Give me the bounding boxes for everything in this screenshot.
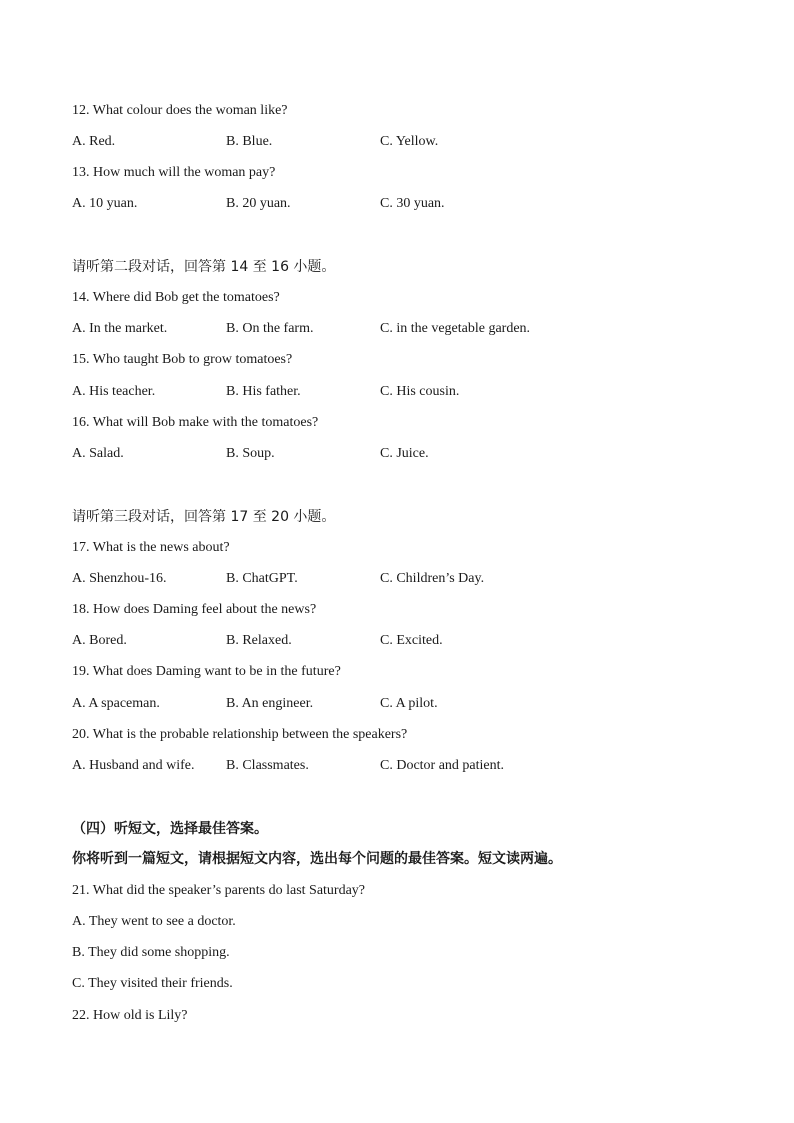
question-15: 15. Who taught Bob to grow tomatoes? (72, 352, 293, 367)
option-c: C. A pilot. (380, 696, 438, 711)
options-15 (72, 383, 732, 401)
option-c: C. Yellow. (380, 134, 439, 149)
part-4-instructions: 你将听到一篇短文，请根据短文内容，选出每个问题的最佳答案。短文读两遍。 (72, 851, 562, 867)
option-a: A. 10 yuan. (72, 196, 138, 211)
option-b: B. Soup. (226, 446, 275, 461)
section-2-heading: 请听第二段对话，回答第 14 至 16 小题。 (72, 259, 336, 275)
option-c: C. Children’s Day. (380, 571, 485, 586)
option-b: B. 20 yuan. (226, 196, 291, 211)
option-a: A. Shenzhou-16. (72, 571, 167, 586)
options-13 (72, 195, 732, 213)
option-a: A. Husband and wife. (72, 758, 195, 773)
question-18: 18. How does Daming feel about the news? (72, 602, 317, 617)
question-20: 20. What is the probable relationship between the speakers? (72, 727, 408, 742)
option-21-b: B. They did some shopping. (72, 945, 230, 960)
options-18 (72, 632, 732, 650)
options-20 (72, 757, 732, 775)
option-c: C. Excited. (380, 633, 443, 648)
question-19: 19. What does Daming want to be in the future? (72, 664, 341, 679)
option-a: A. Bored. (72, 633, 127, 648)
question-17: 17. What is the news about? (72, 540, 230, 555)
option-c: C. Juice. (380, 446, 429, 461)
options-19 (72, 695, 732, 713)
option-b: B. ChatGPT. (226, 571, 298, 586)
option-b: B. Blue. (226, 134, 273, 149)
question-13: 13. How much will the woman pay? (72, 165, 276, 180)
options-14 (72, 320, 732, 338)
question-12: 12. What colour does the woman like? (72, 103, 288, 118)
option-b: B. On the farm. (226, 321, 314, 336)
part-4-title: （四）听短文，选择最佳答案。 (72, 821, 268, 837)
option-a: A. His teacher. (72, 384, 156, 399)
option-b: B. Classmates. (226, 758, 309, 773)
option-a: A. A spaceman. (72, 696, 160, 711)
options-17 (72, 570, 732, 588)
option-b: B. An engineer. (226, 696, 314, 711)
option-c: C. Doctor and patient. (380, 758, 505, 773)
option-21-c: C. They visited their friends. (72, 976, 233, 991)
option-c: C. in the vegetable garden. (380, 321, 531, 336)
option-b: B. His father. (226, 384, 301, 399)
section-3-heading: 请听第三段对话，回答第 17 至 20 小题。 (72, 509, 336, 525)
option-a: A. Red. (72, 134, 116, 149)
option-c: C. His cousin. (380, 384, 460, 399)
question-16: 16. What will Bob make with the tomatoes? (72, 415, 319, 430)
options-12 (72, 133, 732, 151)
question-21: 21. What did the speaker’s parents do last Saturday? (72, 883, 366, 898)
option-a: A. Salad. (72, 446, 124, 461)
options-16 (72, 445, 732, 463)
option-c: C. 30 yuan. (380, 196, 445, 211)
question-14: 14. Where did Bob get the tomatoes? (72, 290, 280, 305)
question-22: 22. How old is Lily? (72, 1008, 188, 1023)
option-b: B. Relaxed. (226, 633, 292, 648)
option-a: A. In the market. (72, 321, 168, 336)
option-21-a: A. They went to see a doctor. (72, 914, 236, 929)
